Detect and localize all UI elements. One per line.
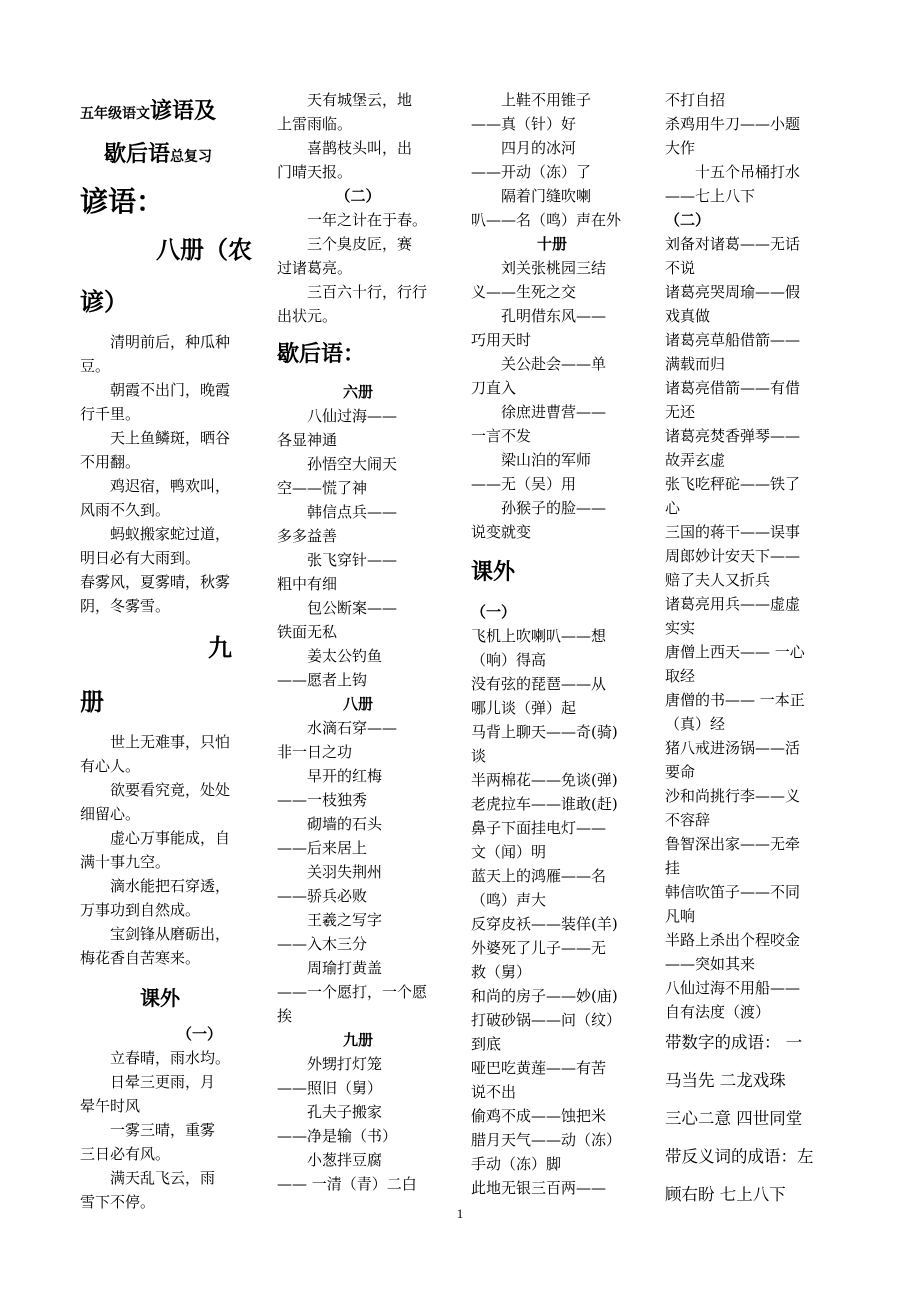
text-line: 喜鹊枝头叫，出 (307, 139, 413, 157)
text-line: 非一日之功 (277, 743, 353, 761)
text-line: ——入木三分 (277, 935, 368, 953)
text-line: 梁山泊的军师 (501, 451, 592, 469)
text-line: 风雨不久到。 (80, 501, 171, 519)
heading-jiuce: 九册 (342, 1031, 373, 1049)
text-line: 隔着门缝吹喇 (501, 187, 592, 205)
text-line: 雪下不停。 (80, 1193, 156, 1211)
text-line: （响）得高 (471, 651, 547, 669)
text-line: 周瑜打黄盖 (307, 959, 383, 977)
text-line: 鸡迟宿，鸭欢叫， (110, 477, 231, 495)
text-line: 清明前后，种瓜种 (110, 333, 231, 351)
text-line: 此地无银三百两—— (471, 1179, 607, 1197)
text-line: 凡响 (665, 907, 696, 925)
text-line: 义——生死之交 (471, 283, 577, 301)
text-line: 半两棉花——免谈(弹) (471, 771, 618, 789)
heading-kewai: 课外 (471, 559, 516, 585)
text-line: 张飞吃秤砣——铁了 (665, 475, 801, 493)
text-line: 过诸葛亮。 (277, 259, 353, 277)
heading-bace-b: 谚） (80, 287, 128, 316)
text-line: 不用翻。 (80, 453, 141, 471)
text-line: 行千里。 (80, 405, 141, 423)
text-line: 打破砂锅——问（纹） (471, 1011, 622, 1029)
bace-proverbs (80, 330, 252, 618)
text-line: 天上鱼鳞斑，晒谷 (110, 429, 231, 447)
text-line: 万事功到自然成。 (80, 901, 201, 919)
text-line: 叭——名（鸣）声在外 (471, 211, 622, 229)
heading-shice: 十册 (536, 235, 567, 253)
text-line: 三个臭皮匠，赛 (307, 235, 413, 253)
text-line: 欲要看究竟，处处 (110, 781, 231, 799)
column-3 (471, 88, 633, 1200)
text-line: 诸葛亮哭周瑜——假 (665, 283, 801, 301)
text-line: 关公赴会——单 (501, 355, 607, 373)
text-line: 春雾风，夏雾晴，秋雾 (80, 573, 231, 591)
text-line: 顾右盼 七上八下 (665, 1185, 786, 1204)
heading-yanyu: 谚语： (80, 185, 165, 218)
text-line: 姜太公钓鱼 (307, 647, 383, 665)
liuce-xiehouyu (277, 404, 439, 692)
heading-jiuce-a: 九 (208, 633, 232, 662)
title-small-2: 总复习 (170, 149, 213, 165)
text-line: 不容辞 (665, 811, 711, 829)
text-line: 出状元。 (277, 307, 338, 325)
text-line: 粗中有细 (277, 575, 338, 593)
text-line: 日晕三更雨，月 (110, 1073, 216, 1091)
text-line: 诸葛亮草船借箭—— (665, 331, 801, 349)
bace-xiehouyu (277, 716, 439, 1028)
jiuce-xiehouyu-cont (471, 88, 633, 232)
general-proverbs (277, 208, 439, 328)
column-4 (665, 88, 828, 1214)
text-line: 包公断案—— (307, 599, 398, 617)
text-line: 蚂蚁搬家蛇过道， (110, 525, 231, 543)
text-line: 挨 (277, 1007, 293, 1025)
heading-xiehouyu: 歇后语： (277, 341, 366, 367)
text-line: 飞机上吹喇叭——想 (471, 627, 607, 645)
text-line: 水滴石穿—— (307, 719, 398, 737)
text-line: 晕午时风 (80, 1097, 141, 1115)
text-line: ——真（针）好 (471, 115, 577, 133)
text-line: 取经 (665, 667, 696, 685)
heading-bace-a: 八册（农 (156, 235, 252, 264)
text-line: ——骄兵必败 (277, 887, 368, 905)
text-line: 不打自招 (665, 91, 726, 109)
text-line: 周郎妙计安天下—— (665, 547, 801, 565)
text-line: 孙悟空大闹天 (307, 455, 398, 473)
text-line: 带反义词的成语：左 (665, 1147, 814, 1166)
title-small: 五年级语文 (80, 106, 150, 122)
text-line: 挂 (665, 859, 681, 877)
page-number: 1 (456, 1206, 464, 1221)
document-title (80, 94, 252, 131)
text-line: —— 一清（青）二白 (277, 1175, 417, 1193)
text-line: 四月的冰河 (501, 139, 577, 157)
text-line: 门晴天报。 (277, 163, 353, 181)
text-line: 天有城堡云，地 (307, 91, 413, 109)
text-line: 一雾三晴，重雾 (110, 1121, 216, 1139)
text-line: 文（闻）明 (471, 843, 547, 861)
text-line: ——突如其来 (665, 955, 756, 973)
text-line: 老虎拉车——谁敢(赶) (471, 795, 618, 813)
document-title-line2 (104, 137, 252, 174)
text-line: 和尚的房子——妙(庙) (471, 987, 618, 1005)
text-line: 要命 (665, 763, 696, 781)
text-line: 鼻子下面挂电灯—— (471, 819, 607, 837)
text-line: 铁面无私 (277, 623, 338, 641)
text-line: 反穿皮袄——装佯(羊) (471, 915, 618, 933)
text-line: ——净是输（书） (277, 1127, 398, 1145)
heading-yi: （一） (471, 603, 517, 621)
text-line: 带数字的成语： 一 (665, 1033, 803, 1052)
text-line: 韩信吹笛子——不同 (665, 883, 801, 901)
text-line: 孔明借东风—— (501, 307, 607, 325)
text-line: 救（舅） (471, 963, 532, 981)
heading-bace: 八册 (342, 695, 373, 713)
text-line: 满载而归 (665, 355, 726, 373)
text-line: 大作 (665, 139, 696, 157)
jiuce-xiehouyu (277, 1052, 439, 1196)
kewai-xiehouyu (471, 624, 633, 1200)
text-line: 巧用天时 (471, 331, 532, 349)
text-line: 虚心万事能成，自 (110, 829, 231, 847)
text-line: 刀直入 (471, 379, 517, 397)
text-line: 哪儿谈（弹）起 (471, 699, 577, 717)
text-line: 明日必有大雨到。 (80, 549, 201, 567)
shice-xiehouyu (471, 256, 633, 544)
heading-liuce: 六册 (342, 383, 373, 401)
text-line: 刘备对诸葛——无话 (665, 235, 801, 253)
text-line: 戏真做 (665, 307, 711, 325)
text-line: 一年之计在于春。 (307, 211, 428, 229)
text-line: 梅花香自苦寒来。 (80, 949, 201, 967)
text-line: 蓝天上的鸿雁——名 (471, 867, 607, 885)
text-line: 三国的蒋干——误事 (665, 523, 801, 541)
text-line: 上鞋不用锥子 (501, 91, 592, 109)
text-line: 诸葛亮借箭——有借 (665, 379, 801, 397)
text-line: 唐僧的书—— 一本正 (665, 691, 805, 709)
text-line: 故弄玄虚 (665, 451, 726, 469)
text-line: 滴水能把石穿透， (110, 877, 231, 895)
text-line: ——愿者上钩 (277, 671, 368, 689)
text-line: 鲁智深出家——无牵 (665, 835, 801, 853)
text-line: 韩信点兵—— (307, 503, 398, 521)
column-2 (277, 88, 439, 1196)
text-line: 心 (665, 499, 681, 517)
text-line: 不说 (665, 259, 696, 277)
text-line: 无还 (665, 403, 696, 421)
text-line: 外婆死了儿子——无 (471, 939, 607, 957)
text-line: 说变就变 (471, 523, 532, 541)
title-big: 谚语及 (150, 98, 217, 124)
weather-proverbs (277, 88, 439, 184)
text-line: 宝剑锋从磨砺出， (110, 925, 231, 943)
text-line: ——一枝独秀 (277, 791, 368, 809)
text-line: 朝霞不出门，晚霞 (110, 381, 231, 399)
text-line: 手动（冻）脚 (471, 1155, 562, 1173)
text-line: 早开的红梅 (307, 767, 383, 785)
kewai-proverbs (80, 1046, 252, 1214)
text-line: 八仙过海—— (307, 407, 398, 425)
text-line: 小葱拌豆腐 (307, 1151, 383, 1169)
text-line: 细留心。 (80, 805, 141, 823)
text-line: 实实 (665, 619, 696, 637)
text-line: 孔夫子搬家 (307, 1103, 383, 1121)
text-line: 满天乱飞云，雨 (110, 1169, 216, 1187)
text-line: ——无（吴）用 (471, 475, 577, 493)
text-line: 阴，冬雾雪。 (80, 597, 171, 615)
text-line: 腊月天气——动（冻） (471, 1131, 622, 1149)
text-line: 张飞穿针—— (307, 551, 398, 569)
text-line: 自有法度（渡） (665, 1003, 771, 1021)
text-line: 诸葛亮用兵——虚虚 (665, 595, 801, 613)
text-line: 哑巴吃黄莲——有苦 (471, 1059, 607, 1077)
text-line: 孙猴子的脸—— (501, 499, 607, 517)
text-line: 八仙过海不用船—— (665, 979, 801, 997)
heading-er: （二） (665, 211, 711, 229)
text-line: 杀鸡用牛刀——小题 (665, 115, 801, 133)
column-1 (80, 88, 252, 1214)
text-line: 唐僧上西天—— 一心 (665, 643, 805, 661)
text-line: 马当先 二龙戏珠 (665, 1071, 786, 1090)
jiuce-proverbs (80, 730, 252, 970)
text-line: 猪八戒进汤锅——活 (665, 739, 801, 757)
text-line: ——七上八下 (665, 187, 756, 205)
text-line: 说不出 (471, 1083, 517, 1101)
text-line: 三日必有风。 (80, 1145, 171, 1163)
text-line: ——照旧（舅） (277, 1079, 383, 1097)
text-line: 三百六十行，行行 (307, 283, 428, 301)
text-line: 各显神通 (277, 431, 338, 449)
idiom-lines (665, 1024, 828, 1214)
text-line: 满十事九空。 (80, 853, 171, 871)
heading-yi: （一） (176, 1025, 222, 1043)
text-line: 外甥打灯笼 (307, 1055, 383, 1073)
text-line: 赔了夫人又折兵 (665, 571, 771, 589)
text-line: 一言不发 (471, 427, 532, 445)
text-line: 有心人。 (80, 757, 141, 775)
text-line: 三心二意 四世同堂 (665, 1109, 803, 1128)
text-line: 马背上聊天——奇(骑) (471, 723, 618, 741)
text-line: 多多益善 (277, 527, 338, 545)
heading-jiuce-b: 册 (80, 687, 104, 716)
text-line: 豆。 (80, 357, 111, 375)
text-line: 半路上杀出个程咬金 (665, 931, 801, 949)
text-line: 偷鸡不成——蚀把米 (471, 1107, 607, 1125)
text-line: ——一个愿打，一个愿 (277, 983, 428, 1001)
kewai-xiehouyu-cont (665, 88, 828, 208)
heading-er: （二） (335, 187, 381, 205)
text-line: （鸣）声大 (471, 891, 547, 909)
title-big-2: 歇后语 (104, 141, 171, 167)
text-line: 关羽失荆州 (307, 863, 383, 881)
text-line: 谈 (471, 747, 487, 765)
text-line: 砌墙的石头 (307, 815, 383, 833)
text-line: 沙和尚挑行李——义 (665, 787, 801, 805)
er-xiehouyu (665, 232, 828, 1024)
text-line: 世上无难事，只怕 (110, 733, 231, 751)
text-line: 空——慌了神 (277, 479, 368, 497)
text-line: 十五个吊桶打水 (695, 163, 801, 181)
text-line: 立春晴，雨水均。 (110, 1049, 231, 1067)
text-line: 到底 (471, 1035, 502, 1053)
text-line: 没有弦的琵琶——从 (471, 675, 607, 693)
text-line: ——后来居上 (277, 839, 368, 857)
text-line: 徐庶进曹营—— (501, 403, 607, 421)
text-line: ——开动（冻）了 (471, 163, 592, 181)
text-line: 上雷雨临。 (277, 115, 353, 133)
text-line: （真）经 (665, 715, 726, 733)
text-line: 诸葛亮焚香弹琴—— (665, 427, 801, 445)
text-line: 刘关张桃园三结 (501, 259, 607, 277)
text-line: 王羲之写字 (307, 911, 383, 929)
heading-kewai: 课外 (140, 986, 180, 1010)
